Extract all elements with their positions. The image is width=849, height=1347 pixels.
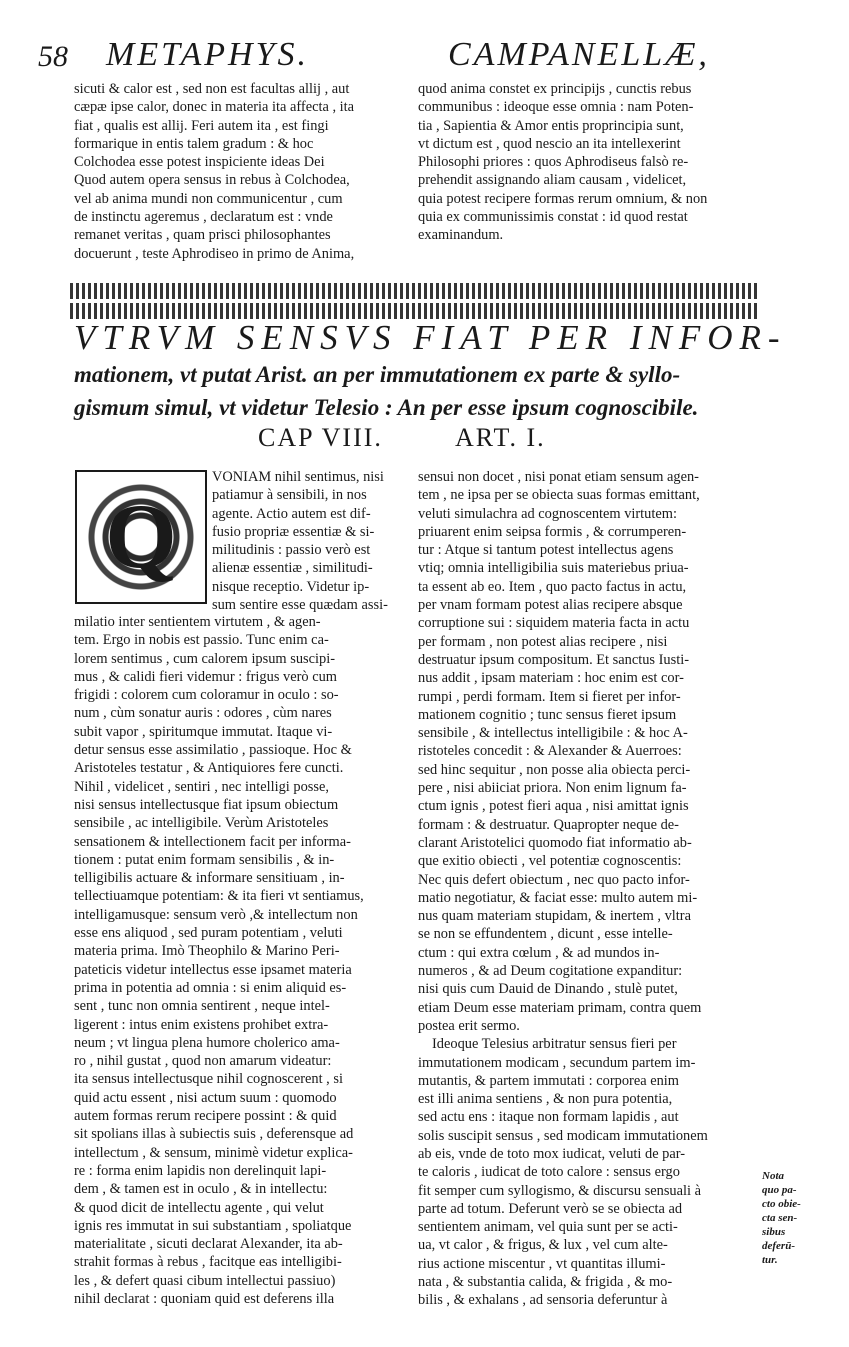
left-column-intro bbox=[212, 468, 406, 614]
text-line: militudinis : passio verò est bbox=[212, 542, 371, 559]
text-line: postea erit sermo. bbox=[418, 1017, 520, 1034]
margin-note-line: tur. bbox=[762, 1254, 778, 1266]
text-line: est illi anima sentiens , & non pura potentia, bbox=[418, 1091, 673, 1108]
text-line: & quod dicit de intellectu agente , qui velut bbox=[74, 1199, 324, 1216]
text-line: se non se effundentem , dicunt , esse intelle- bbox=[418, 926, 673, 943]
text-line: ita sensus intellectusque nihil cognoscerent , si bbox=[74, 1071, 343, 1088]
text-line: ro , nihil gustat , quod non amarum videatur: bbox=[74, 1053, 332, 1070]
text-line: que exitio obiecti , vel potentiæ cognoscentis: bbox=[418, 853, 682, 870]
text-line: rius actione miscentur , vt quantitas illumi- bbox=[418, 1255, 666, 1272]
text-line: dem , & tamen est in oculo , & in intellectu: bbox=[74, 1181, 328, 1198]
text-line: ristoteles concedit : & Alexander & Auerroes: bbox=[418, 743, 682, 760]
top-left-column bbox=[74, 80, 404, 263]
text-line: tur : Atque si tantum potest intellectus agens bbox=[418, 542, 674, 559]
text-line: fit semper cum syllogismo, & discursu sensuali à bbox=[418, 1182, 701, 1199]
text-line: esse ens aliquod , sed puram potentiam , veluti bbox=[74, 925, 343, 942]
text-line: formarique in entis talem gradum : & hoc bbox=[74, 135, 314, 152]
text-line: neum ; vt lingua plena humore cholerico ama- bbox=[74, 1034, 340, 1051]
text-line: sensui non docet , nisi ponat etiam sensum agen- bbox=[418, 469, 699, 485]
text-line: ab eis, vnde de toto mox iudicat, veluti de par- bbox=[418, 1145, 686, 1162]
text-line: nihil declarat : quoniam quid est deferens illa bbox=[74, 1290, 335, 1307]
text-line: tionem : putat enim formam sensibilis , & in- bbox=[74, 851, 335, 868]
text-line: fusio propriæ essentiæ & si- bbox=[212, 523, 375, 540]
chapter-number: CAP VIII. bbox=[258, 423, 383, 452]
decorated-initial-icon bbox=[75, 470, 207, 604]
text-line: per vnam formam potest alias recipere absque bbox=[418, 597, 683, 614]
text-line: quia ex communissimis constat : id quod restat bbox=[418, 209, 688, 226]
text-line: Philosophi priores : quos Aphrodiseus falsò re- bbox=[418, 154, 689, 171]
text-line: solis suscipit sensus , sed modicam immutationem bbox=[418, 1127, 708, 1144]
text-line: mationem cognitio ; tunc sensus fieret ipsum bbox=[418, 706, 677, 723]
article-number: ART. I. bbox=[455, 423, 546, 452]
text-line: Nec quis defert obiectum , nec quo pacto infor- bbox=[418, 871, 690, 888]
text-line: re : forma enim lapidis non derelinquit lapi- bbox=[74, 1162, 327, 1179]
text-line: de instinctu ageremus , declaratum est : vnde bbox=[74, 209, 333, 226]
text-line: Ideoque Telesius arbitratur sensus fieri per bbox=[432, 1036, 677, 1053]
text-line: les , & defert quasi cibum intellectui passiuo) bbox=[74, 1272, 336, 1289]
text-line: strahit formas à rebus , facitque eas intelligibi- bbox=[74, 1254, 342, 1271]
text-line: quia potest recipere formas rerum omnium, & non bbox=[418, 190, 708, 207]
text-line: tem , ne ipsa per se obiecta suas formas emittant, bbox=[418, 487, 700, 504]
text-line: etiam Deum esse materiam primam, contra quem bbox=[418, 999, 702, 1016]
text-line: ligerent : intus enim existens prohibet extra- bbox=[74, 1016, 329, 1033]
text-line: destruatur ipsum compositum. Et sanctus Iusti- bbox=[418, 651, 689, 668]
text-line: rumpi , perdi formam. Item si fieret per infor- bbox=[418, 688, 681, 705]
text-line: mutantis, & partem immutati : corporea enim bbox=[418, 1072, 679, 1089]
text-line: lorem sentimus , cum calorem ipsum suscipi- bbox=[74, 650, 335, 667]
text-line: prehendit assignando aliam causam , videlicet, bbox=[418, 172, 687, 189]
text-line: vt dictum est , quod nescio an ita intellexerint bbox=[418, 135, 681, 152]
initial-letter: Q bbox=[105, 485, 177, 587]
text-line: fiat , qualis est allij. Feri autem ita , est fingi bbox=[74, 117, 329, 134]
text-line: sensibile , & intellectus intelligibile : & hoc A- bbox=[418, 725, 688, 742]
text-line: alienæ essentiæ , similitudi- bbox=[212, 560, 373, 577]
text-line: per formam , non potest alias recipere , nisi bbox=[418, 633, 668, 650]
text-line: agente. Actio autem est dif- bbox=[212, 505, 371, 522]
text-line: detur sensus esse assimilatio , passioque. Hoc & bbox=[74, 742, 352, 759]
text-line: materialitate , sicuti declarat Alexander, ita ab- bbox=[74, 1236, 343, 1253]
article-title-line-2: mationem, vt putat Arist. an per immutationem ex parte & syllo- bbox=[74, 362, 681, 387]
text-line: frigidi : colorem cum coloramur in oculo : so- bbox=[74, 687, 339, 704]
text-line: Nihil , videlicet , sentiri , nec intelligi posse, bbox=[74, 778, 329, 795]
left-column bbox=[74, 613, 406, 1308]
text-line: docuerunt , teste Aphrodiseo in primo de Anima, bbox=[74, 245, 355, 262]
text-line: parte ad totum. Deferunt verò se se obiecta ad bbox=[418, 1200, 683, 1217]
margin-note-line: deferū- bbox=[762, 1240, 795, 1252]
right-column bbox=[418, 468, 753, 1310]
text-line: materia prima. Imò Theophilo & Marino Peri- bbox=[74, 943, 340, 960]
text-line: milatio inter sentientem virtutem , & agen- bbox=[74, 614, 321, 630]
margin-note-line: cta sen- bbox=[762, 1212, 798, 1224]
text-line: intellectum , & sensum, minimè videtur explica- bbox=[74, 1144, 353, 1161]
text-line: pateticis videtur intellectus esse ipsamet materia bbox=[74, 961, 352, 978]
text-line: num , cùm sonatur auris : odores , cùm nares bbox=[74, 705, 332, 722]
page-number: 58 bbox=[38, 40, 68, 73]
text-line: nata , & substantia calida, & frigida , & mo- bbox=[418, 1274, 673, 1291]
text-line: sed actu ens : itaque non formam lapidis , aut bbox=[418, 1109, 679, 1126]
text-line: formam : & destruatur. Quapropter neque de- bbox=[418, 816, 679, 833]
text-line: sentientem animam, vel quia sunt per se acti- bbox=[418, 1219, 678, 1236]
text-line: Aristoteles testatur , & Antiquiores fere cuncti. bbox=[74, 760, 344, 777]
text-line: tia , Sapientia & Amor entis proprincipia sunt, bbox=[418, 117, 684, 134]
text-line: sensationem & intellectionem facit per informa- bbox=[74, 833, 351, 850]
text-line: patiamur à sensibili, in nos bbox=[212, 487, 367, 504]
text-line: nisi quis cum Dauid de Dinando , stulè putet, bbox=[418, 981, 678, 998]
text-line: examinandum. bbox=[418, 227, 504, 244]
article-title-line-1: VTRVM SENSVS FIAT PER INFOR- bbox=[74, 318, 787, 357]
text-line: tellectiuamque potentiam: & ita fieri vt sentiamus, bbox=[74, 888, 364, 905]
text-line: tem. Ergo in nobis est passio. Tunc enim ca- bbox=[74, 632, 329, 649]
article-title-line-3: gismum simul, vt videtur Telesio : An per esse ipsum cognoscibile. bbox=[74, 395, 699, 420]
text-line: matio negotiatur, & faciat esse: multo autem mi- bbox=[418, 889, 698, 906]
text-line: nus addit , ipsam materiam : hoc enim est cor- bbox=[418, 670, 684, 687]
text-line: telligibilis actuare & informare sensitiuam , in- bbox=[74, 870, 345, 887]
text-line: quid actu essent , nisi actum suum : quomodo bbox=[74, 1089, 337, 1106]
text-line: Quod autem opera sensus in rebus à Colchodea, bbox=[74, 172, 350, 189]
text-line: prima in potentia ad omnia : si enim aliquid es- bbox=[74, 979, 347, 996]
text-line: subit vapor , spiritumque immutat. Itaque vi- bbox=[74, 723, 333, 740]
text-line: clarant Aristotelici quomodo fiat informatio ab- bbox=[418, 834, 692, 851]
margin-note-line: quo pa- bbox=[762, 1184, 797, 1196]
text-line: vel ab anima mundi non communicentur , cum bbox=[74, 190, 343, 207]
text-line: mus , & calidi fieri videmur : frigus verò cum bbox=[74, 668, 337, 685]
top-right-column bbox=[418, 80, 753, 245]
text-line: autem formas rerum recipere possint : & quid bbox=[74, 1108, 337, 1125]
text-line: pere , nisi abiiciat priora. Non enim lignum fa- bbox=[418, 780, 687, 797]
text-line: sicuti & calor est , sed non est facultas allij , aut bbox=[74, 81, 350, 97]
text-line: sensibile , ac intelligibile. Verùm Aristoteles bbox=[74, 815, 329, 832]
text-line: Colchodea esse potest inspiciente ideas Dei bbox=[74, 154, 325, 171]
text-line: priuarent enim seipsa formis , & corrumperen- bbox=[418, 523, 687, 540]
text-line: cæpæ ipse calor, donec in materia ita affecta , ita bbox=[74, 99, 355, 116]
text-line: sed hinc sequitur , non posse alia obiecta perci- bbox=[418, 761, 691, 778]
running-title-right: CAMPANELLÆ, bbox=[448, 36, 710, 73]
text-line: ctum : qui extra cœlum , & ad mundos in- bbox=[418, 944, 660, 961]
text-line: numeros , & ad Deum cogitatione expanditur: bbox=[418, 963, 683, 980]
text-line: nisque receptio. Videtur ip- bbox=[212, 578, 370, 595]
text-line: intelligamusque: sensum verò ,& intellectum non bbox=[74, 906, 358, 923]
text-line: sum sentire esse quædam assi- bbox=[212, 597, 388, 614]
text-line: nus quam materiam stupidam, & inertem , vltra bbox=[418, 908, 691, 925]
text-line: sit spolians illas à subiectis suis , deferensque ad bbox=[74, 1126, 354, 1143]
running-header bbox=[38, 34, 818, 74]
text-line: te caloris , iudicat de toto calore : sensus ergo bbox=[418, 1164, 680, 1181]
article-title bbox=[74, 318, 787, 424]
text-line: immutationem modicam , secundum partem im- bbox=[418, 1054, 696, 1071]
margin-note-line: Nota bbox=[762, 1170, 784, 1182]
ornamental-border bbox=[70, 283, 758, 319]
text-line: VONIAM nihil sentimus, nisi bbox=[212, 469, 384, 485]
margin-note-line: cto obie- bbox=[762, 1198, 801, 1210]
margin-note-line: sibus bbox=[762, 1226, 786, 1238]
text-line: ua, vt calor , & frigus, & lux , vel cum alte- bbox=[418, 1237, 668, 1254]
text-line: veluti simulachra ad cognoscentem virtutem: bbox=[418, 505, 677, 522]
text-line: nisi sensus intellectusque fiat ipsum obiectum bbox=[74, 796, 339, 813]
text-line: ta essent ab eo. Item , quo pacto factus in actu, bbox=[418, 578, 687, 595]
text-line: ignis res immutat in sui substantiam , spoliatque bbox=[74, 1217, 352, 1234]
text-line: bilis , & exhalans , ad sensoria deferuntur à bbox=[418, 1292, 668, 1309]
text-line: quod anima constet ex principijs , cunctis rebus bbox=[418, 81, 692, 97]
text-line: ctum ignis , potest fieri aqua , nisi amittat ignis bbox=[418, 798, 689, 815]
text-line: remanet veritas , quam prisci philosophantes bbox=[74, 227, 331, 244]
text-line: corruptione sui : siquidem materia facta in actu bbox=[418, 615, 690, 632]
marginal-note bbox=[762, 1169, 822, 1267]
text-line: communibus : ideoque esse omnia : nam Poten- bbox=[418, 99, 694, 116]
running-title-left: METAPHYS. bbox=[106, 36, 309, 73]
text-line: sent , tunc non omnia sentirent , neque intel- bbox=[74, 998, 330, 1015]
text-line: vtiq; omnia intelligibilia suis materiebus priua- bbox=[418, 560, 689, 577]
